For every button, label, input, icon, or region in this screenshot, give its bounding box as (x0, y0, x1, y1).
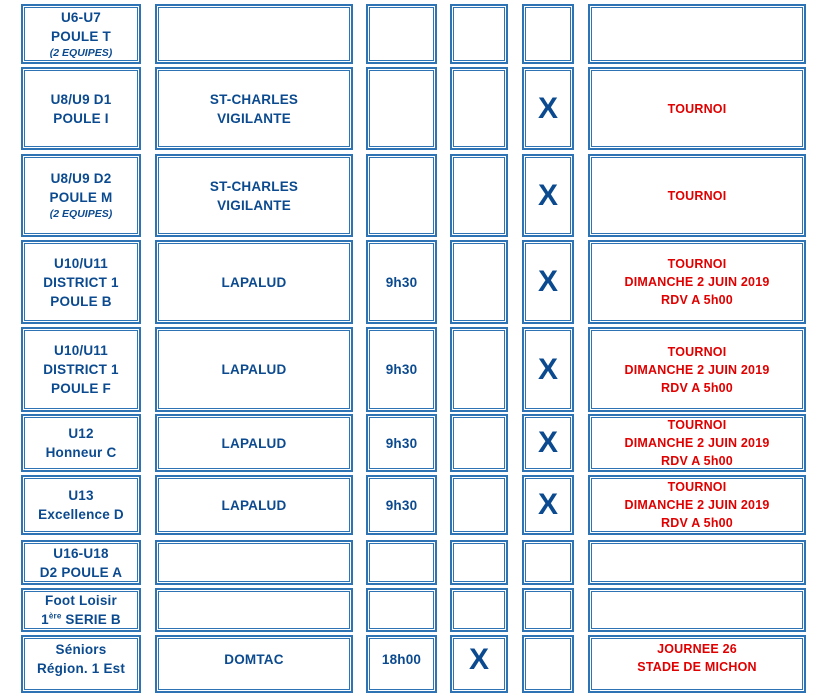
away-cell (522, 414, 574, 472)
home-cell (450, 540, 508, 585)
category-cell (21, 475, 141, 535)
away-cell (522, 240, 574, 324)
category-line: DISTRICT 1 (43, 274, 119, 290)
away-cell (522, 475, 574, 535)
category-cell (21, 154, 141, 237)
category-cell (21, 635, 141, 693)
home-cell (450, 327, 508, 412)
remark-line: TOURNOI (667, 188, 727, 203)
category-cell (21, 240, 141, 324)
home-cell (450, 414, 508, 472)
opponent-cell (155, 4, 353, 64)
opponent-cell (155, 475, 353, 535)
opponent-cell (155, 240, 353, 324)
table-row (0, 240, 826, 324)
category-line: POULE M (49, 190, 113, 205)
opponent-cell (155, 588, 353, 632)
category-line: U12 (68, 426, 94, 441)
remark-line: RDV A 5h00 (661, 454, 733, 468)
away-cell (522, 540, 574, 585)
kickoff-time: 18h00 (381, 652, 422, 667)
remark-line: TOURNOI (667, 257, 727, 271)
category-line: POULE F (51, 381, 111, 396)
time-cell (366, 240, 437, 324)
time-cell (366, 4, 437, 64)
opponent-cell (155, 540, 353, 585)
remark-cell (588, 540, 806, 585)
away-x-mark: X (537, 426, 558, 459)
time-cell (366, 635, 437, 693)
time-cell (366, 414, 437, 472)
kickoff-time: 9h30 (385, 274, 418, 290)
category-line: U8/U9 D2 (50, 171, 112, 186)
time-cell (366, 327, 437, 412)
remark-line: TOURNOI (667, 418, 727, 432)
opponent-cell (155, 635, 353, 693)
remark-line: RDV A 5h00 (661, 380, 733, 395)
kickoff-time: 9h30 (385, 362, 418, 377)
category-line: POULE I (53, 110, 109, 126)
remark-cell (588, 414, 806, 472)
remark-line: TOURNOI (667, 101, 727, 116)
remark-line: RDV A 5h00 (661, 516, 733, 530)
time-cell (366, 540, 437, 585)
away-cell (522, 588, 574, 632)
remark-cell (588, 67, 806, 150)
opponent-line: VIGILANTE (217, 197, 291, 213)
home-cell (450, 154, 508, 237)
remark-cell (588, 475, 806, 535)
time-cell (366, 67, 437, 150)
opponent-cell (155, 414, 353, 472)
category-line: U6-U7 (60, 9, 101, 25)
away-cell (522, 635, 574, 693)
away-cell (522, 4, 574, 64)
opponent-line: ST-CHARLES (209, 178, 299, 194)
category-line: DISTRICT 1 (43, 362, 119, 377)
away-x-mark: X (537, 178, 558, 212)
category-line: U16-U18 (53, 545, 109, 561)
category-note: (2 EQUIPES) (49, 46, 113, 59)
category-cell (21, 67, 141, 150)
category-line: U13 (68, 488, 94, 503)
opponent-line: LAPALUD (221, 274, 287, 290)
remark-line: STADE DE MICHON (637, 660, 757, 674)
away-x-mark: X (537, 91, 558, 125)
table-row (0, 4, 826, 64)
opponent-cell (155, 154, 353, 237)
category-cell (21, 588, 141, 632)
away-cell (522, 327, 574, 412)
home-cell (450, 67, 508, 150)
away-x-mark: X (537, 265, 558, 298)
category-line: POULE B (50, 293, 112, 309)
category-note: (2 EQUIPES) (49, 208, 113, 220)
category-line: Séniors (55, 642, 107, 657)
away-cell (522, 154, 574, 237)
table-row (0, 67, 826, 150)
remark-line: RDV A 5h00 (661, 293, 733, 307)
serie-label: SERIE B (61, 612, 121, 627)
table-row (0, 588, 826, 632)
category-line: Région. 1 Est (36, 661, 126, 676)
kickoff-time: 9h30 (385, 435, 418, 451)
category-cell (21, 327, 141, 412)
table-row (0, 635, 826, 693)
kickoff-time: 9h30 (385, 497, 418, 513)
remark-line: DIMANCHE 2 JUIN 2019 (624, 362, 770, 377)
table-row (0, 154, 826, 237)
away-x-mark: X (537, 488, 558, 521)
category-line: Excellence D (38, 507, 124, 522)
table-row (0, 540, 826, 585)
time-cell (366, 154, 437, 237)
remark-line: JOURNEE 26 (657, 642, 737, 656)
away-cell (522, 67, 574, 150)
category-cell (21, 540, 141, 585)
category-line: POULE T (51, 28, 111, 44)
home-cell (450, 635, 508, 693)
category-line (41, 610, 121, 629)
category-line: D2 POULE A (39, 564, 123, 580)
remark-cell (588, 588, 806, 632)
opponent-line: LAPALUD (221, 497, 287, 513)
opponent-line: DOMTAC (224, 652, 284, 667)
remark-line: TOURNOI (667, 480, 727, 494)
category-line: U10/U11 (54, 343, 108, 358)
category-line: U10/U11 (54, 255, 108, 271)
category-cell (21, 414, 141, 472)
time-cell (366, 475, 437, 535)
opponent-line: VIGILANTE (217, 110, 291, 126)
home-cell (450, 240, 508, 324)
table-row (0, 327, 826, 412)
home-cell (450, 4, 508, 64)
time-cell (366, 588, 437, 632)
category-line: Foot Loisir (45, 593, 117, 608)
remark-line: DIMANCHE 2 JUIN 2019 (624, 498, 770, 512)
opponent-cell (155, 67, 353, 150)
opponent-line: LAPALUD (221, 435, 287, 451)
serie-number: 1 (41, 612, 49, 627)
category-line: Honneur C (45, 445, 117, 460)
remark-cell (588, 240, 806, 324)
away-x-mark: X (537, 352, 558, 386)
table-row (0, 414, 826, 472)
home-x-mark: X (468, 643, 489, 676)
opponent-line: ST-CHARLES (209, 91, 299, 107)
remark-line: TOURNOI (667, 344, 727, 359)
home-cell (450, 475, 508, 535)
remark-cell (588, 4, 806, 64)
remark-line: DIMANCHE 2 JUIN 2019 (624, 436, 770, 450)
opponent-cell (155, 327, 353, 412)
remark-line: DIMANCHE 2 JUIN 2019 (624, 275, 770, 289)
opponent-line: LAPALUD (221, 362, 287, 377)
remark-cell (588, 635, 806, 693)
category-line: U8/U9 D1 (50, 91, 112, 107)
table-row (0, 475, 826, 535)
serie-superscript: ère (48, 611, 62, 621)
home-cell (450, 588, 508, 632)
remark-cell (588, 154, 806, 237)
remark-cell (588, 327, 806, 412)
category-cell (21, 4, 141, 64)
